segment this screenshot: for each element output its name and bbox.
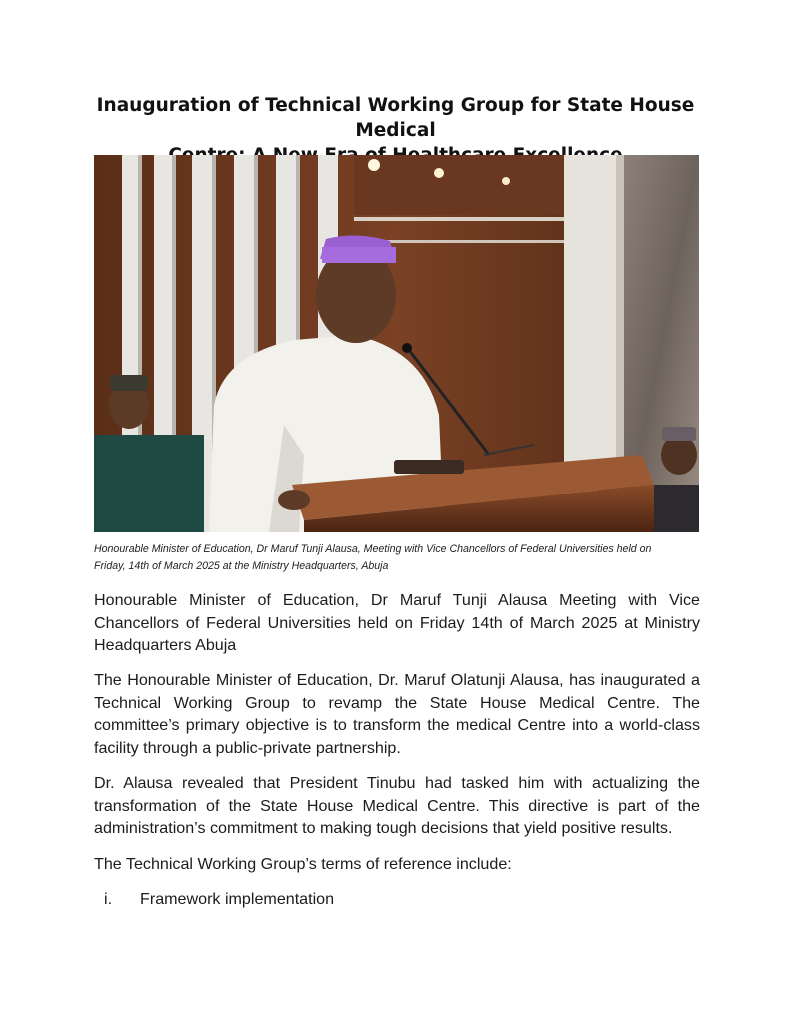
- paragraph-4: The Technical Working Group’s terms of reference include:: [94, 855, 512, 873]
- article-photo: [94, 155, 699, 532]
- list-item-text: Framework implementation: [140, 890, 335, 908]
- caption-line-2: Friday, 14th of March 2025 at the Ministry Headquarters, Abuja: [94, 560, 389, 572]
- paragraph-1: Honourable Minister of Education, Dr Maruf Tunji Alausa Meeting with Vice Chancellors of Federal Universities held on Friday 14th of March 2025 at Ministry Headquarters Abuja: [94, 591, 700, 655]
- title-line-1: Inauguration of Technical Working Group for State House Medical: [96, 95, 695, 141]
- paragraph-3: Dr. Alausa revealed that President Tinubu had tasked him with actualizing the transformation of the State House Medical Centre. This directive is part of the administration’s commitment to making tough decisions that yield positive results.: [94, 774, 700, 838]
- list-item: [104, 888, 664, 911]
- list-marker: i.: [104, 890, 113, 908]
- paragraph-2: The Honourable Minister of Education, Dr. Maruf Olatunji Alausa, has inaugurated a Technical Working Group to revamp the State House Medical Centre. The committee’s primary objective is to transform the medical Centre into a world-class facility through a public-private partnership.: [94, 671, 700, 757]
- caption-line-1: Honourable Minister of Education, Dr Maruf Tunji Alausa, Meeting with Vice Chancellors of Federal Universities held on: [94, 543, 652, 555]
- photo-caption: [94, 541, 706, 575]
